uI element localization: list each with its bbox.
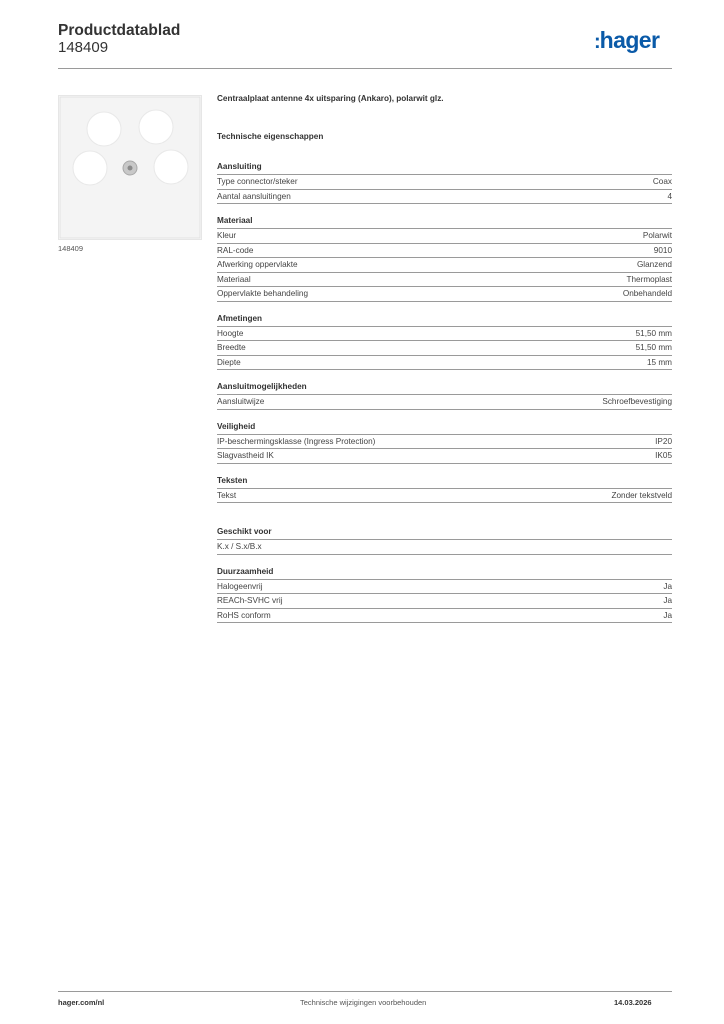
spec-label: RoHS conform [217,610,271,620]
spec-row [217,327,672,342]
spec-label: Slagvastheid IK [217,451,274,460]
spec-section [217,525,672,555]
spec-row [217,609,672,624]
spec-value: 15 mm [646,357,672,367]
spec-label: Type connector/steker [217,177,298,186]
spec-label: Tekst [217,490,237,500]
spec-label: Kleur [217,231,237,240]
spec-value: IK05 [655,451,672,460]
spec-row [217,341,672,356]
spec-value: 4 [667,191,672,201]
footer-notice: Technische wijzigingen voorbehouden [300,998,427,1007]
logo-text: hager [599,27,660,53]
spec-value: Ja [663,610,672,620]
spec-value: 9010 [653,245,672,255]
spec-value: Ja [663,596,672,605]
spec-section [217,420,672,464]
spec-section [217,160,672,204]
product-plate-image [58,95,202,240]
spec-label: Afwerking oppervlakte [217,260,298,269]
spec-label: Materiaal [217,274,251,284]
spec-label: Oppervlakte behandeling [217,289,309,298]
spec-row [217,395,672,410]
logo-dots: : [594,31,600,53]
spec-label: Breedte [217,343,246,352]
spec-value: Schroefbevestiging [602,397,672,406]
spec-row [217,580,672,595]
image-caption: 148409 [58,244,84,253]
spec-value: Polarwit [642,231,672,240]
spec-row [217,175,672,190]
section-heading: Geschikt voor [217,525,672,540]
spec-row [217,356,672,371]
spec-row [217,540,672,555]
spec-row [217,229,672,244]
spec-label: Diepte [217,357,241,367]
spec-row [217,190,672,205]
spec-section [217,312,672,371]
spec-row [217,273,672,288]
spec-label: REACh-SVHC vrij [217,596,283,605]
spec-row [217,449,672,464]
spec-label: RAL-code [217,245,254,255]
spec-section [217,380,672,410]
section-heading: Teksten [217,474,672,489]
spec-value: 51,50 mm [635,328,672,338]
spec-row [217,287,672,302]
spec-value: Zonder tekstveld [611,490,672,500]
page-title: Productdatablad [58,22,181,39]
footer-divider [58,991,672,992]
spec-label: K.x / S.x/B.x [217,542,262,551]
spec-row [217,489,672,504]
spec-value: 51,50 mm [635,343,672,352]
spec-row [217,435,672,450]
section-heading: Afmetingen [217,312,672,327]
product-title: Centraalplaat antenne 4x uitsparing (Ankaro), polarwit glz. [217,94,444,103]
spec-content [217,92,672,623]
product-number: 148409 [58,39,109,56]
spec-sections [217,160,672,623]
spec-row [217,258,672,273]
spec-label: Aantal aansluitingen [217,191,291,201]
tech-properties-title: Technische eigenschappen [217,132,324,141]
spec-row [217,244,672,259]
spec-value: Ja [663,581,672,591]
section-heading: Aansluiting [217,160,672,175]
spec-value: Coax [652,177,672,186]
footer-website-link[interactable]: hager.com/nl [58,998,105,1007]
spec-label: IP-beschermingsklasse (Ingress Protection) [217,436,376,446]
spec-row [217,594,672,609]
section-heading: Materiaal [217,214,672,229]
header-divider [58,68,672,69]
spec-label: Aansluitwijze [217,397,265,406]
spec-section [217,214,672,302]
spec-value: IP20 [655,436,672,446]
spec-label: Halogeenvrij [217,581,263,591]
spec-value: Glanzend [636,260,672,269]
section-heading: Aansluitmogelijkheden [217,380,672,395]
section-heading: Duurzaamheid [217,565,672,580]
spec-section [217,565,672,624]
spec-section [217,474,672,504]
spec-label: Hoogte [217,328,244,338]
spec-value: Onbehandeld [622,289,672,298]
hager-logo [594,27,659,54]
footer-date: 14.03.2026 [614,998,652,1007]
section-heading: Veiligheid [217,420,672,435]
spec-value: Thermoplast [626,274,672,284]
